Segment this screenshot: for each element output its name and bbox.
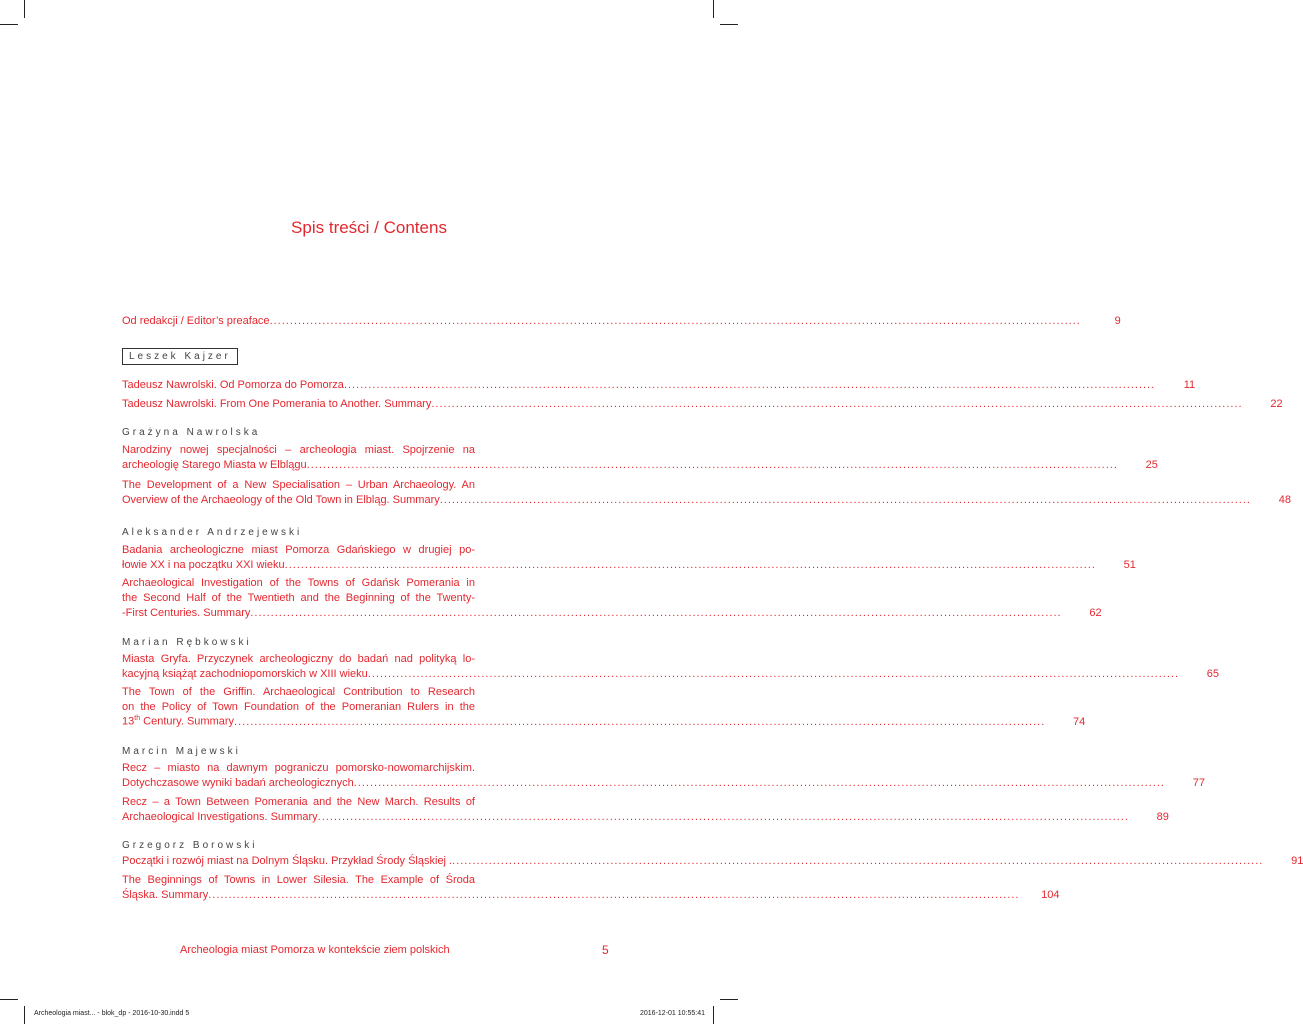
toc-entry-line: The Development of a New Specialisation – Urban Archaeology. An — [122, 479, 475, 491]
toc-entry-line: łowie XX i na początku XXI wieku — [122, 559, 285, 571]
toc-page-number: 77 — [1192, 777, 1205, 789]
toc-page-number: 104 — [1041, 889, 1060, 901]
toc-entry-line: Tadeusz Nawrolski. From One Pomerania to Another. Summary — [122, 398, 432, 410]
running-footer: Archeologia miast Pomorza w kontekście ziem polskich — [180, 944, 450, 956]
slug-right: 2016-12-01 10:55:41 — [640, 1010, 705, 1017]
toc-entry[interactable] — [122, 576, 1102, 621]
toc-page-number: 65 — [1206, 668, 1220, 680]
toc-page-number: 91 — [1291, 855, 1303, 867]
toc-entry-line: Dotychczasowe wyniki badań archeologicznych — [122, 777, 354, 789]
dot-leader: ........................................................................................................................................................................................................ — [306, 459, 1118, 471]
crop-mark — [713, 1006, 714, 1024]
toc-entry[interactable] — [122, 652, 1220, 682]
toc-entry[interactable] — [122, 478, 1291, 508]
toc-entry[interactable] — [122, 378, 1196, 393]
toc-entry[interactable] — [122, 443, 1158, 473]
dot-leader: ........................................................................................................................................................................................................ — [439, 494, 1251, 506]
dot-leader: ........................................................................................................................................................................................................ — [208, 889, 1020, 901]
crop-mark — [24, 1006, 25, 1024]
toc-entry-line: Narodziny nowej specjalności – archeologia miast. Spojrzenie na — [122, 444, 475, 456]
dot-leader: ........................................................................................................................................................................................................ — [431, 398, 1243, 410]
toc-entry[interactable] — [122, 685, 1086, 730]
toc-entry-line: -First Centuries. Summary — [122, 607, 251, 619]
toc-entry-line: Overview of the Archaeology of the Old Town in Elbląg. Summary — [122, 494, 440, 506]
crop-mark — [713, 0, 714, 18]
toc-entry-line: 13th Century. Summary — [122, 715, 235, 728]
author-name: Aleksander Andrzejewski — [122, 527, 303, 538]
toc-entry[interactable] — [122, 543, 1136, 573]
dot-leader: ........................................................................................................................................................................................................ — [343, 379, 1156, 391]
toc-entry-line: The Beginnings of Towns in Lower Silesia. The Example of Środa — [122, 874, 475, 886]
toc-page-number: 62 — [1089, 607, 1102, 619]
toc-entry-line: Archaeological Investigations. Summary — [122, 811, 318, 823]
toc-page-number: 25 — [1145, 459, 1158, 471]
toc-page-number: 9 — [1114, 315, 1121, 327]
toc-entry-line: Tadeusz Nawrolski. Od Pomorza do Pomorza — [122, 379, 344, 391]
toc-entry-line: Recz – miasto na dawnym pograniczu pomorsko-nowomarchijskim. — [122, 762, 475, 774]
page-number: 5 — [602, 943, 609, 957]
author-name: Grażyna Nawrolska — [122, 427, 261, 438]
crop-mark — [0, 24, 18, 25]
toc-entry-line: Recz – a Town Between Pomerania and the New March. Results of — [122, 796, 475, 808]
author-name: Marcin Majewski — [122, 746, 241, 757]
toc-entry[interactable] — [122, 854, 1303, 869]
toc-page-number: 11 — [1183, 379, 1196, 391]
toc-page-number: 48 — [1278, 494, 1291, 506]
dot-leader: ........................................................................................................................................................................................................ — [452, 855, 1264, 867]
toc-page-number: 51 — [1123, 559, 1136, 571]
toc-entry-line: Od redakcji / Editor’s preaface — [122, 315, 270, 327]
crop-mark — [24, 0, 25, 18]
toc-entry-line: the Second Half of the Twentieth and the Beginning of the Twenty- — [122, 592, 475, 604]
toc-entry-line: on the Policy of Town Foundation of the Pomeranian Rulers in the — [122, 701, 475, 713]
author-name: Grzegorz Borowski — [122, 840, 258, 851]
toc-page-number: 22 — [1270, 398, 1283, 410]
dot-leader: ........................................................................................................................................................................................................ — [284, 559, 1096, 571]
toc-entry[interactable] — [122, 761, 1205, 791]
author-name: Marian Rębkowski — [122, 637, 252, 648]
dot-leader: ........................................................................................................................................................................................................ — [234, 716, 1046, 728]
toc-page-number: 89 — [1156, 811, 1169, 823]
toc-entry-line: Śląska. Summary — [122, 889, 209, 901]
dot-leader: ........................................................................................................................................................................................................ — [317, 811, 1129, 823]
crop-mark — [720, 24, 738, 25]
toc-entry[interactable] — [122, 873, 1060, 903]
toc-entry-line: Początki i rozwój miast na Dolnym Śląsku. Przykład Środy Śląskiej . — [122, 855, 453, 867]
toc-entry-line: Badania archeologiczne miast Pomorza Gdańskiego w drugiej po- — [122, 544, 475, 556]
toc-entry-line: Archaeological Investigation of the Towns of Gdańsk Pomerania in — [122, 577, 475, 589]
toc-entry-line: archeologię Starego Miasta w Elblągu — [122, 459, 307, 471]
toc-entry[interactable] — [122, 795, 1169, 825]
toc-entry[interactable] — [122, 314, 1121, 329]
crop-mark — [0, 999, 18, 1000]
dot-leader: ........................................................................................................................................................................................................ — [250, 607, 1062, 619]
toc-entry-line: The Town of the Griffin. Archaeological Contribution to Research — [122, 686, 475, 698]
toc-entry-line: kacyjną książąt zachodniopomorskich w XIII wieku — [122, 668, 368, 680]
dot-leader: ........................................................................................................................................................................................................ — [353, 777, 1165, 789]
toc-entry[interactable] — [122, 397, 1283, 412]
dot-leader: ........................................................................................................................................................................................................ — [269, 315, 1081, 327]
page-title: Spis treści / Contens — [291, 218, 447, 237]
slug-left: Archeologia miast... - blok_dp - 2016-10-30.indd 5 — [34, 1010, 190, 1017]
author-name: Leszek Kajzer — [122, 348, 238, 365]
dot-leader: ........................................................................................................................................................................................................ — [367, 668, 1180, 680]
toc-entry-line: Miasta Gryfa. Przyczynek archeologiczny do badań nad polityką lo- — [122, 653, 475, 665]
crop-mark — [720, 999, 738, 1000]
toc-page-number: 74 — [1073, 716, 1086, 728]
